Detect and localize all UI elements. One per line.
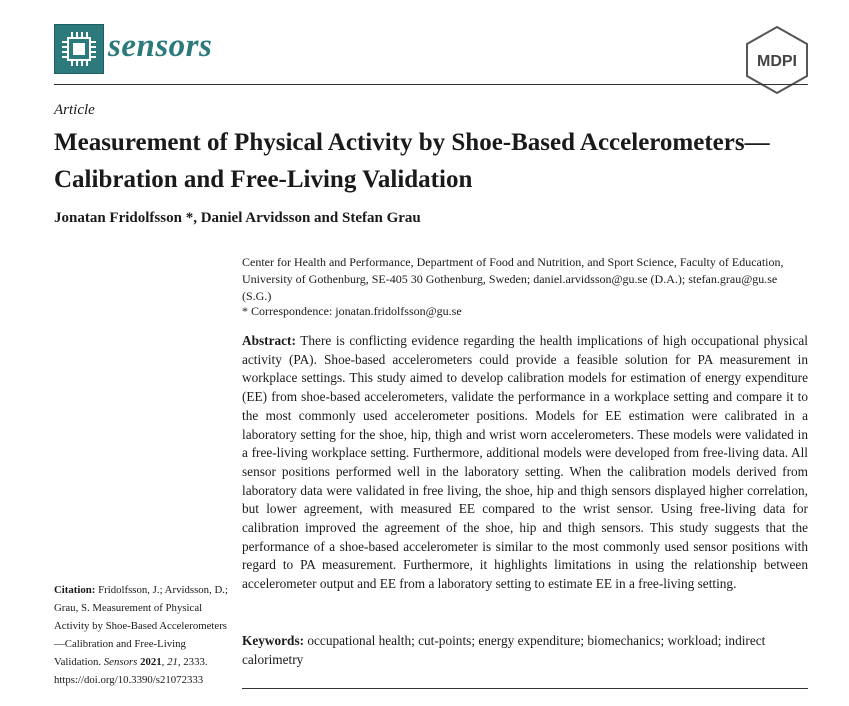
abstract-text: There is conflicting evidence regarding the health implications of high occupational physical activity (PA). Shoe-based accelerometers could provide a feasible solution for PA measurement in workplace settings. This study aimed to develop calibration models for estimation of energy expenditure (EE) from shoe-based accelerometers, validate the performance in a workplace setting and compare it to the most commonly used accelerometer positions. Models for EE estimation were calibrated in a laboratory setting for the shoe, hip, thigh and wrist worn accelerometers. These models were validated in a free-living workplace setting. Furthermore, additional models were developed from free-living data. All sensor positions performed well in the laboratory setting. When the calibration models derived from laboratory data were validated in free living, the shoe, hip and thigh sensors displayed higher correlation, but lower agreement, with measured EE compared to the wrist sensor. Using free-living data for calibration improved the agreement of the shoe, hip and thigh sensors. This study suggests that the performance of a shoe-based accelerometer is similar to the most commonly used sensor positions with regard to PA measurement. Furthermore, it highlights limitations in using the relationship between accelerometer output and EE from a laboratory setting to estimate EE in a free-living setting.	[242, 333, 808, 592]
abstract-divider	[242, 688, 808, 689]
correspondence: * Correspondence: jonatan.fridolfsson@gu.se	[242, 304, 462, 318]
citation-volume: , 21	[161, 656, 178, 668]
citation-authors: Fridolfsson, J.; Arvidsson, D.; Grau, S. Measurement of Physical Activity by Shoe-Based Accelerometers—Calibration and Free-Living Validation.	[54, 584, 228, 668]
citation-year: 2021	[137, 656, 162, 668]
publisher-logo-text: MDPI	[757, 53, 797, 70]
author-list: Jonatan Fridolfsson *, Daniel Arvidsson and Stefan Grau	[54, 210, 421, 226]
article-type: Article	[54, 102, 95, 118]
journal-logo	[54, 24, 104, 74]
journal-name: sensors	[108, 28, 213, 64]
keywords-text: occupational health; cut-points; energy expenditure; biomechanics; workload; indirect calorimetry	[242, 633, 766, 667]
header-divider	[54, 84, 808, 85]
paper-title: Measurement of Physical Activity by Shoe-Based Accelerometers—Calibration and Free-Living Validation	[54, 129, 770, 193]
abstract	[242, 332, 808, 594]
citation-journal: Sensors	[103, 656, 138, 668]
sensors-chip-icon	[55, 25, 103, 73]
abstract-label: Abstract:	[242, 333, 296, 348]
affiliation: Center for Health and Performance, Department of Food and Nutrition, and Sport Science, Faculty of Education, University of Gothenburg, SE-405 30 Gothenburg, Sweden; daniel.arvidsson@gu.se (D.A.); stefan.grau@gu.se (S.G.)	[242, 255, 784, 303]
citation-doi[interactable]: , 2333. https://doi.org/10.3390/s21072333	[54, 656, 208, 686]
citation-block	[54, 581, 228, 689]
keywords-label: Keywords:	[242, 633, 305, 648]
citation-label: Citation:	[54, 584, 96, 596]
keywords	[242, 632, 808, 669]
